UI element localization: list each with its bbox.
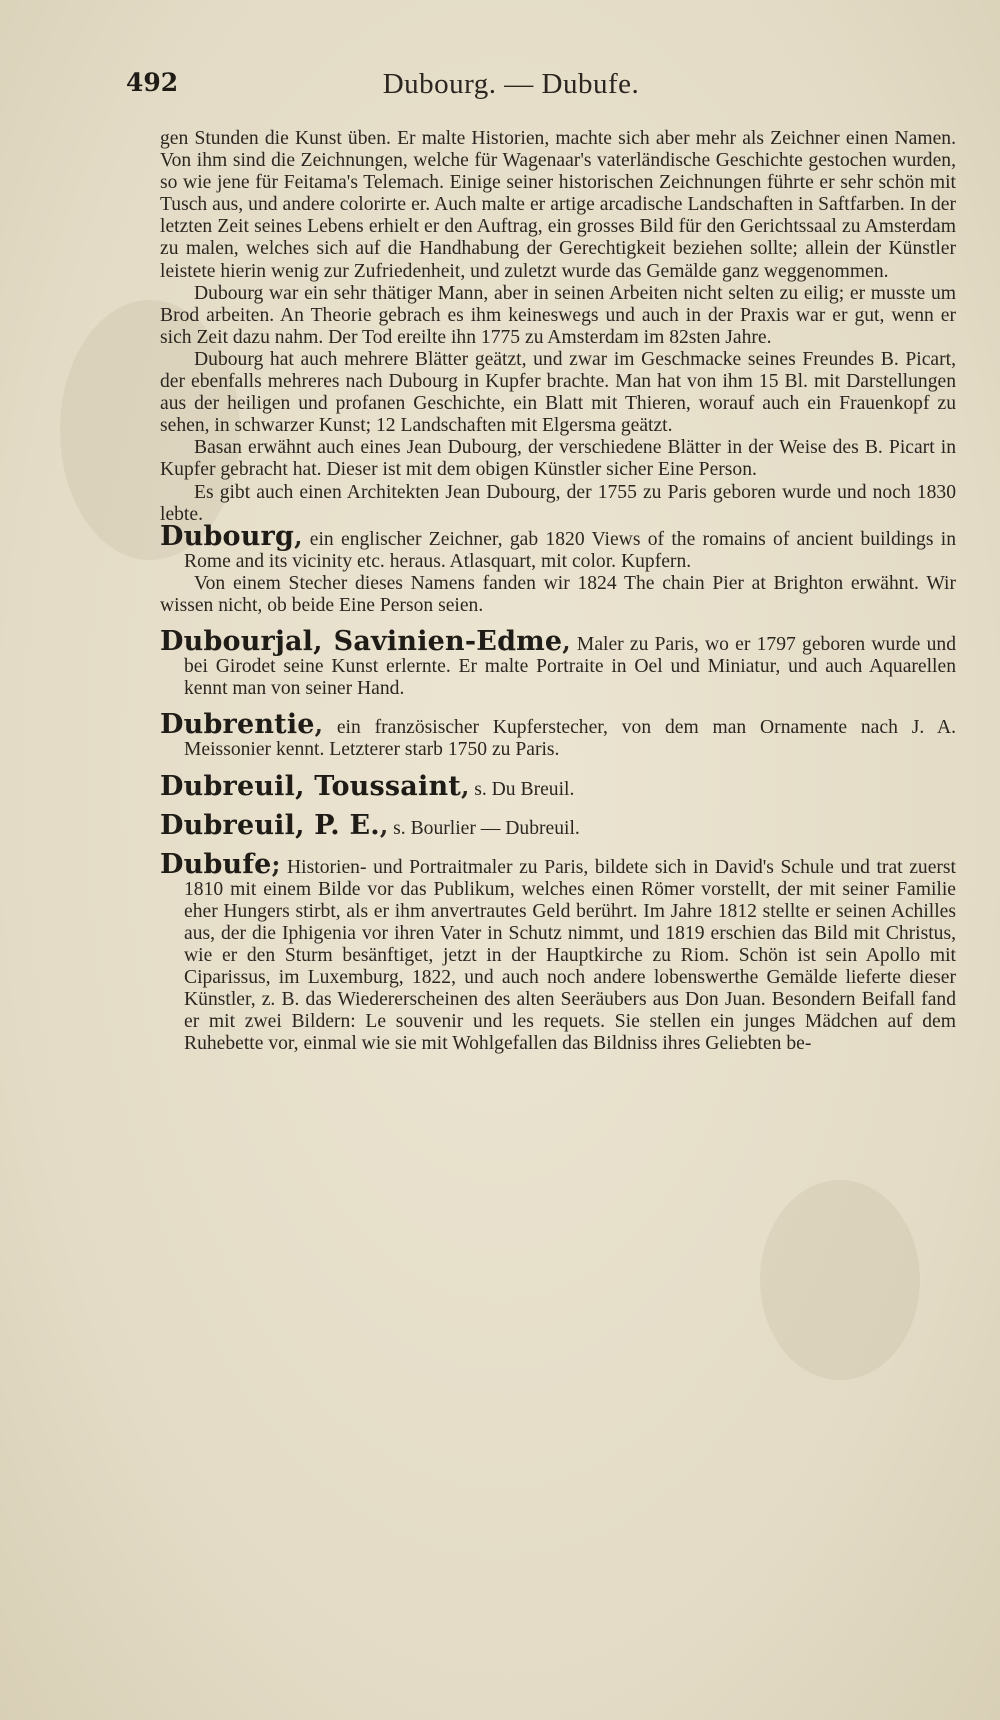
entry-text: Maler zu Paris, wo er 1797 geboren wurde und bei Girodet seine Kunst erlernte. Er malte Portraite in Oel und Miniatur, und auch Aquarellen kennt man von seiner Hand. [184, 634, 956, 700]
running-title: Dubourg. — Dubufe. [382, 68, 640, 100]
entry-dubourjal [160, 626, 956, 700]
paragraph: Dubourg war ein sehr thätiger Mann, aber in seinen Arbeiten nicht selten zu eilig; er musste um Brod arbeiten. An Theorie gebrach es ihm keineswegs und auch in der Praxis war er gut, wenn er sich Zeit dazu nahm. Der Tod ereilte ihn 1775 zu Amsterdam im 82sten Jahre. [160, 282, 956, 348]
paragraph: Dubourg hat auch mehrere Blätter geätzt, und zwar im Geschmacke seines Freundes B. Picart, der ebenfalls mehreres nach Dubourg in Kupfer brachte. Man hat von ihm 15 Bl. mit Darstellungen aus der heiligen und profanen Geschichte, ein Blatt mit Thieren, worauf auch ein Frauenkopf zu sehen, in schwarzer Kunst; 12 Landschaften mit Elgersma geätzt. [160, 348, 956, 437]
entry-headword: Dubreuil, Toussaint [160, 770, 461, 802]
page-number: 492 [126, 68, 179, 97]
entry-headword: Dubourjal, Savinien-Edme [160, 626, 563, 658]
headword-separator: , [314, 710, 324, 740]
entry-dubourg [160, 520, 956, 573]
entry-dubreuil-pe [160, 809, 956, 841]
entry-dubrentie [160, 709, 956, 761]
entry-dubreuil-toussaint [160, 770, 956, 802]
page-body [160, 128, 956, 1056]
headword-separator: , [562, 627, 571, 657]
paragraph: Basan erwähnt auch eines Jean Dubourg, der verschiedene Blätter in der Weise des B. Picart in Kupfer gebracht hat. Dieser ist mit dem obigen Künstler sicher Eine Person. [160, 437, 956, 481]
headword-separator: , [460, 771, 470, 801]
entry-headword: Dubrentie [160, 709, 315, 741]
entry-headword: Dubufe [160, 848, 272, 880]
entry-text: ein französischer Kupferstecher, von dem man Ornamente nach J. A. Meissonier kennt. Letzterer starb 1750 zu Paris. [184, 717, 956, 761]
entry-dubufe [160, 848, 956, 1056]
entry-text: s. Bourlier — Dubreuil. [393, 817, 580, 839]
entry-text: ein englischer Zeichner, gab 1820 Views of the romains of ancient buildings in Rome and its vicinity etc. heraus. Atlasquart, mit color. Kupfern. [184, 528, 956, 572]
entry-text: s. Du Breuil. [474, 778, 575, 800]
paper-stain [760, 1180, 920, 1380]
page-header [126, 68, 896, 108]
entry-headword: Dubourg [160, 520, 295, 552]
entry-text: Historien- und Portraitmaler zu Paris, bildete sich in David's Schule und trat zuerst 1810 mit einem Bilde vor das Publikum, welches einen Römer vorstellt, der mit seiner Familie eher Hungers stirbt, als er ihm anvertrautes Geld berührt. Im Jahre 1812 stellte er seinen Achilles aus, der die Iphigenia vor ihren Vater in Schutz nimmt, und 1819 erschien das Bild mit Christus, wie er den Sturm besänftiget, jetzt in der Hauptkirche zu Riom. Schön ist sein Apollo mit Ciparissus, im Luxemburg, 1822, und auch noch andere lobenswerthe Gemälde lieferte dieser Künstler, z. B. das Wiedererscheinen des alten Seeräubers aus Don Juan. Besondern Beifall fand er mit zwei Bildern: Le souvenir und les requets. Sie stellen ein junges Mädchen auf dem Ruhebette vor, einmal wie sie mit Wohlgefallen das Bildniss ihres Geliebten be- [184, 856, 956, 1055]
paragraph: Es gibt auch einen Architekten Jean Dubourg, der 1755 zu Paris geboren wurde und noch 1830 lebte. [160, 481, 956, 525]
entry-continuation: Von einem Stecher dieses Namens fanden wir 1824 The chain Pier at Brighton erwähnt. Wir wissen nicht, ob beide Eine Person seien. [160, 572, 956, 616]
headword-separator: , [379, 810, 389, 840]
headword-separator: , [294, 521, 303, 551]
headword-separator: ; [271, 849, 281, 879]
entry-headword: Dubreuil, P. E. [160, 809, 380, 841]
paragraph: gen Stunden die Kunst üben. Er malte Historien, machte sich aber mehr als Zeichner einen Namen. Von ihm sind die Zeichnungen, welche für Wagenaar's vaterländische Geschichte gestochen wurden, so wie jene für Feitama's Telemach. Einige seiner historischen Zeichnungen führte er sehr schön mit Tusch aus, und andere colorirte er. Auch malte er artige arcadische Landschaften in Saftfarben. In der letzten Zeit seines Lebens erhielt er den Auftrag, ein grosses Bild für den Gerichtssaal zu Amsterdam zu malen, welches sich auf die Handhabung der Gerechtigkeit beziehen sollte; allein der Künstler leistete hierin wenig zur Zufriedenheit, und zuletzt wurde das Gemälde ganz weggenommen. [160, 128, 956, 282]
